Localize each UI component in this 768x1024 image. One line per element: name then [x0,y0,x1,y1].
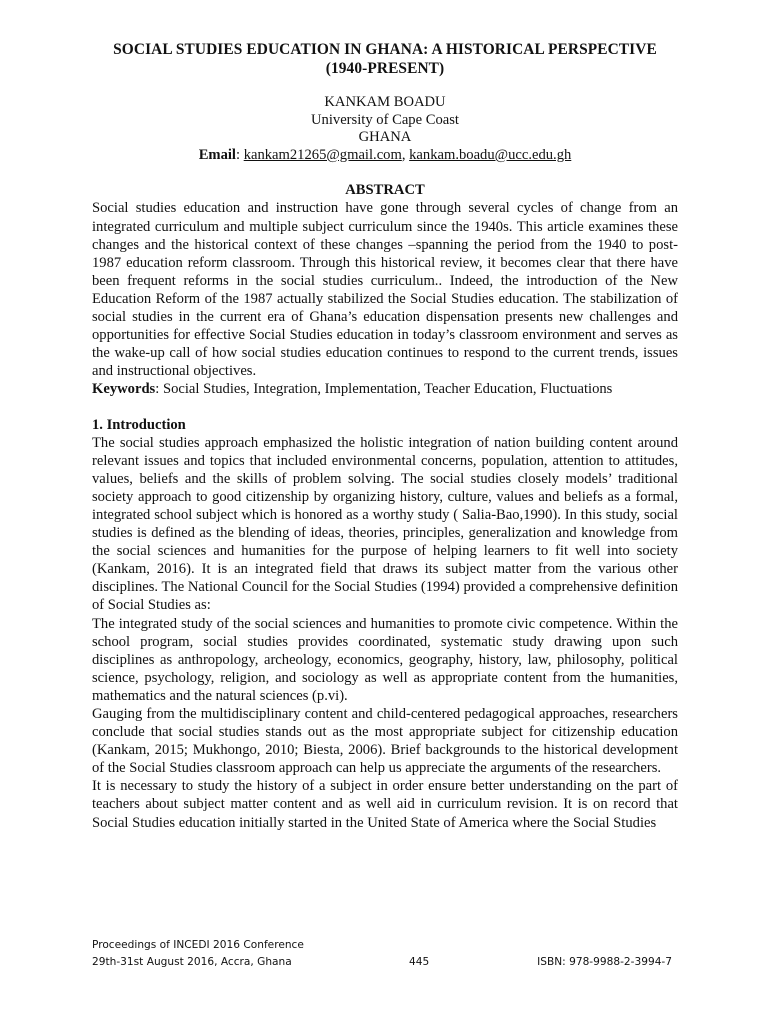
title-line-1: SOCIAL STUDIES EDUCATION IN GHANA: A HISTORICAL PERSPECTIVE [113,41,657,58]
page-content [92,40,678,832]
paragraph-gauging: Gauging from the multidisciplinary content and child-centered pedagogical approaches, researchers conclude that social studies stands out as the most appropriate subject for citizenship education (Kankam, 2015; Mukhongo, 2010; Biesta, 2006). Brief backgrounds to the historical development of the Social Studies classroom approach can help us appreciate the arguments of the researchers. [92,706,678,777]
page-footer [92,937,678,971]
abstract-heading: ABSTRACT [345,182,425,199]
keywords-list: : Social Studies, Integration, Implementation, Teacher Education, Fluctuations [155,381,613,398]
footer-row-2 [92,954,678,971]
keywords-label: Keywords [92,381,156,398]
intro-paragraph: The social studies approach emphasized the holistic integration of nation building content around relevant issues and topics that included environmental concerns, population, attention to attitudes, values, beliefs and the skills of problem solving. The social studies closely models’ traditional society approach to good citizenship by organizing history, culture, values and beliefs as a formal, integrated school subject which is honored as a worthy study ( Salia-Bao,1990). In this study, social studies is defined as the blending of ideas, theories, principles, generalization and knowledge from the social sciences and humanities for the purpose of helping learners to fit well into society (Kankam, 2016). It is an integrated field that draws its subject matter from the various other disciplines. The National Council for the Social Studies (1994) provided a comprehensive definition of Social Studies as: [92,434,678,614]
footer-proceedings: Proceedings of INCEDI 2016 Conference [92,939,304,951]
email-label: Email [198,146,236,163]
email-comma: , [401,146,410,163]
author-affiliation: University of Cape Coast [311,111,459,128]
footer-row-1 [92,937,678,954]
footer-date-place: 29th-31st August 2016, Accra, Ghana [92,956,292,968]
author-name: KANKAM BOADU [324,94,446,110]
author-block [92,94,678,164]
footer-isbn: ISBN: 978-9988-2-3994-7 [537,956,672,968]
title-line-2: (1940-PRESENT) [325,60,445,77]
paper-title [92,40,678,78]
keywords-line [92,380,678,398]
footer-page-number: 445 [409,956,430,968]
abstract-text: Social studies education and instruction have gone through several cycles of change from an integrated curriculum and multiple subject curriculum since the 1940s. This article examines these changes and the historical context of these changes –spanning the period from the 1940 to post-1987 education reform classroom. Through this historical review, it becomes clear that there have been frequent reforms in the social studies curriculum.. Indeed, the introduction of the New Education Reform of the 1987 actually stabilized the Social Studies education. The stabilization of social studies in the current era of Ghana’s education dispensation presents new challenges and opportunities for effective Social Studies education in today’s classroom environment and serves as the wake-up call of how social studies education continues to respond to the current trends, issues and instructional objectives. [92,200,678,380]
paragraph-history: It is necessary to study the history of a subject in order ensure better understanding on the part of teachers about subject matter content and as well aid in curriculum revision. It is on record that Social Studies education initially started in the United State of America where the Social Studies [92,778,678,831]
email-link-secondary[interactable]: kankam.boadu@ucc.edu.gh [409,146,572,163]
author-country: GHANA [358,129,412,146]
email-link-primary[interactable]: kankam21265@gmail.com [243,146,402,163]
email-separator: : [235,146,244,163]
block-quote: The integrated study of the social sciences and humanities to promote civic competence. Within the school program, social studies provides coordinated, systematic study drawing upon such disciplines as anthropology, archeology, economics, geography, history, law, philosophy, political science, psychology, religion, and sociology as well as appropriate content from the humanities, mathematics and the natural sciences (p.vi). [92,615,678,704]
section-heading-introduction: 1. Introduction [92,416,186,433]
email-line [92,147,678,165]
